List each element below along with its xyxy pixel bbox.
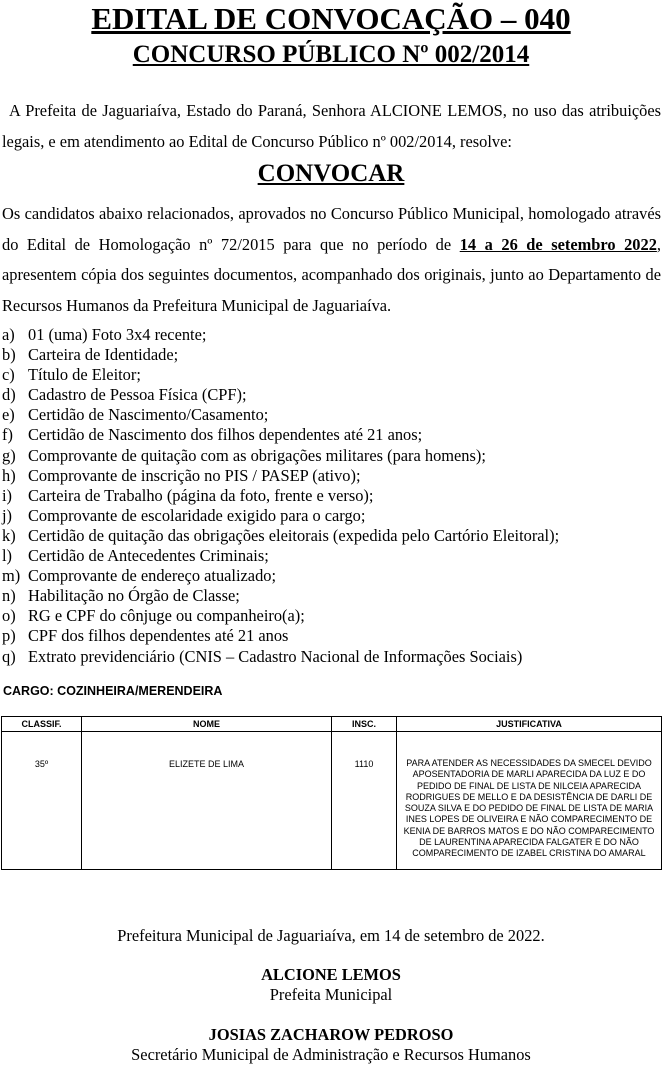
convocar-heading: CONVOCAR xyxy=(257,160,405,187)
document-item-letter: i) xyxy=(2,485,13,505)
document-item-letter: e) xyxy=(2,405,15,425)
cell-insc: 1110 xyxy=(332,732,397,870)
document-item xyxy=(2,506,662,526)
concurso-subtitle: CONCURSO PÚBLICO Nº 002/2014 xyxy=(132,41,530,68)
document-item-letter: j) xyxy=(2,505,13,525)
document-item-text: Título de Eleitor; xyxy=(28,365,141,385)
document-item-letter: n) xyxy=(2,586,16,606)
document-item xyxy=(2,385,662,405)
document-item xyxy=(2,365,662,385)
document-item xyxy=(2,486,662,506)
cell-classif: 35º xyxy=(2,732,82,870)
document-item-text: Comprovante de inscrição no PIS / PASEP (ativo); xyxy=(28,465,361,485)
document-item-letter: o) xyxy=(2,606,16,626)
document-item xyxy=(2,606,662,626)
place-date: Prefeitura Municipal de Jaguariaíva, em 14 de setembro de 2022. xyxy=(117,926,545,945)
document-item-letter: p) xyxy=(2,626,16,646)
document-item-text: Certidão de quitação das obrigações eleitorais (expedida pelo Cartório Eleitoral); xyxy=(28,525,560,545)
cargo-label: CARGO: COZINHEIRA/MERENDEIRA xyxy=(3,684,223,698)
document-item xyxy=(2,345,662,365)
document-item-text: Certidão de Nascimento/Casamento; xyxy=(28,405,269,425)
header-justificativa: JUSTIFICATIVA xyxy=(397,717,662,732)
document-item-letter: k) xyxy=(2,525,16,545)
intro-paragraph: A Prefeita de Jaguariaíva, Estado do Paraná, Senhora ALCIONE LEMOS, no uso das atribuições legais, e em atendimento ao Edital de Concurso Público nº 002/2014, resolve: xyxy=(2,101,661,151)
document-item-letter: l) xyxy=(2,546,13,566)
header-nome: NOME xyxy=(82,717,332,732)
document-item xyxy=(2,626,662,646)
documents-list xyxy=(2,325,662,667)
document-item-letter: h) xyxy=(2,465,16,485)
header-insc: INSC. xyxy=(332,717,397,732)
document-item xyxy=(2,526,662,546)
cell-nome: ELIZETE DE LIMA xyxy=(82,732,332,870)
document-item xyxy=(2,425,662,445)
document-item-text: Certidão de Nascimento dos filhos dependentes até 21 anos; xyxy=(28,425,423,445)
body-text-after: , apresentem cópia dos seguintes documentos, acompanhado dos originais, junto ao Departamento de Recursos Humanos da Prefeitura Municipal de Jaguariaíva. xyxy=(2,234,661,315)
document-item-letter: a) xyxy=(2,325,15,344)
document-item xyxy=(2,546,662,566)
document-item-text: Cadastro de Pessoa Física (CPF); xyxy=(28,385,247,405)
document-item-text: Carteira de Identidade; xyxy=(28,345,179,365)
document-item xyxy=(2,566,662,586)
cell-justificativa: PARA ATENDER AS NECESSIDADES DA SMECEL DEVIDO APOSENTADORIA DE MARLI APARECIDA DA LUZ E DO PEDIDO DE FINAL DE LISTA DE NILCEIA APARECIDA RODRIGUES DE MELLO E DA DESISTÊNCIA DE DARLI DE SOUZA SILVA E DO PEDIDO DE FINAL DE LISTA DE MARIA INES LOPES DE OLIVEIRA E NÃO COMPARECIMENTO DE KENIA DE BARROS MATOS E DO NÃO COMPARECIMENTO DE LAURENTINA APARECIDA FALGATER E DO NÃO COMPARECIMENTO DE IZABEL CRISTINA DO AMARAL xyxy=(397,732,662,870)
document-item xyxy=(2,325,662,345)
document-item-text: Comprovante de endereço atualizado; xyxy=(28,566,277,586)
document-item-letter: q) xyxy=(2,646,16,666)
results-table xyxy=(1,716,662,870)
document-item-text: Extrato previdenciário (CNIS – Cadastro Nacional de Informações Sociais) xyxy=(28,646,523,666)
document-item-text: 01 (uma) Foto 3x4 recente; xyxy=(28,325,207,344)
document-item-text: RG e CPF do cônjuge ou companheiro(a); xyxy=(28,606,305,626)
document-item-text: Certidão de Antecedentes Criminais; xyxy=(28,546,269,566)
document-item-letter: g) xyxy=(2,445,16,465)
deadline-period: 14 a 26 de setembro 2022 xyxy=(459,234,657,254)
document-item xyxy=(2,446,662,466)
header-classif: CLASSIF. xyxy=(2,717,82,732)
signer1-role: Prefeita Municipal xyxy=(269,985,393,1004)
document-item-text: Comprovante de quitação com as obrigações militares (para homens); xyxy=(28,445,486,465)
document-item-text: Carteira de Trabalho (página da foto, frente e verso); xyxy=(28,485,374,505)
document-item xyxy=(2,466,662,486)
body-text-before: Os candidatos abaixo relacionados, aprovados no Concurso Público Municipal, homologado através do Edital de Homologação nº 72/2015 para que no período de xyxy=(2,204,661,254)
signer1-name: ALCIONE LEMOS xyxy=(261,965,401,984)
document-item xyxy=(2,405,662,425)
document-item xyxy=(2,586,662,606)
document-item-text: CPF dos filhos dependentes até 21 anos xyxy=(28,626,289,646)
document-item-letter: b) xyxy=(2,345,16,365)
document-item-letter: d) xyxy=(2,385,16,405)
signer2-role: Secretário Municipal de Administração e Recursos Humanos xyxy=(131,1045,531,1064)
table-header-row xyxy=(2,717,662,732)
signer2-name: JOSIAS ZACHAROW PEDROSO xyxy=(208,1025,454,1044)
document-item-letter: f) xyxy=(2,425,13,445)
document-item-text: Habilitação no Órgão de Classe; xyxy=(28,586,240,606)
table-row xyxy=(2,732,662,870)
document-item xyxy=(2,647,662,667)
body-paragraph xyxy=(2,199,661,321)
edital-title: EDITAL DE CONVOCAÇÃO – 040 xyxy=(91,1,571,36)
document-item-letter: c) xyxy=(2,365,15,385)
document-item-text: Comprovante de escolaridade exigido para o cargo; xyxy=(28,505,366,525)
document-item-letter: m) xyxy=(2,566,21,586)
